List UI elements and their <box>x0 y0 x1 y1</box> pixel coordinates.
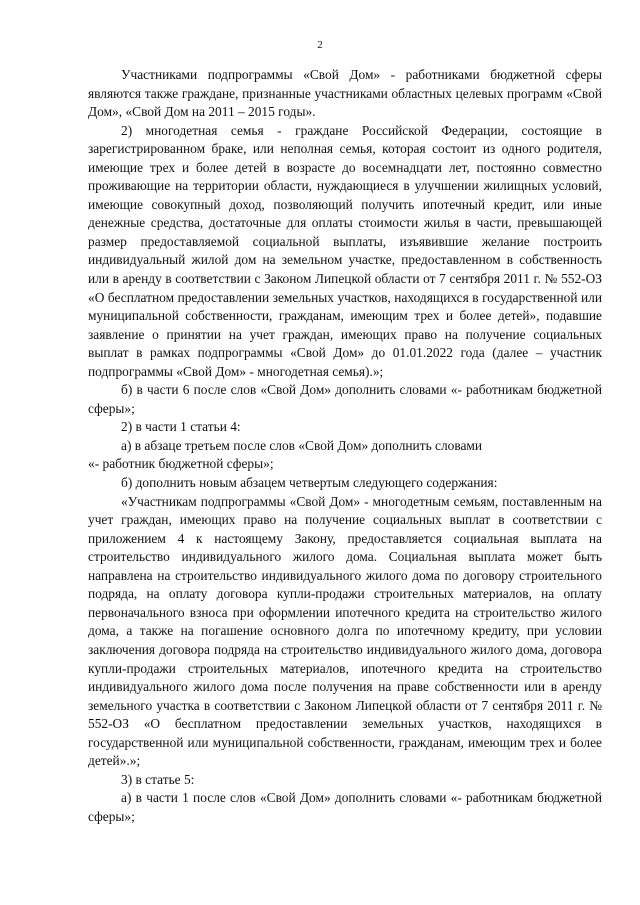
paragraph-article-4-item-b: б) дополнить новым абзацем четвертым следующего содержания: <box>121 475 498 491</box>
paragraph-article-4-item-a-continued: «- работник бюджетной сферы»; <box>88 456 274 472</box>
paragraph-part-6-amendment: б) в части 6 после слов «Свой Дом» дополнить словами «- работникам бюджетной сферы»; <box>88 382 602 416</box>
paragraph-new-fourth-subparagraph: «Участникам подпрограммы «Свой Дом» - многодетным семьям, поставленным на учет граждан, имеющих право на получение социальных выплат в соответствии с приложением 4 к настоящему Закону, предоставляется социальная выплата на строительство индивидуального жилого дома. Социальная выплата может быть направлена на строительство индивидуального жилого дома по договору строительного подряда, на оплату договора купли-продажи строительных материалов, на оплату первоначального взноса при оформлении ипотечного кредита на строительство жилого дома, а также на погашение основного долга по ипотечному кредиту, при условии заключения договора подряда на строительство индивидуального жилого дома, договора купли-продажи строительных материалов, ипотечного кредита на строительство индивидуального жилого дома после получения на праве собственности или в аренду земельного участка в соответствии с Законом Липецкой области от 7 сентября 2011 г. № 552-ОЗ «О бесплатном предоставлении земельных участков, находящихся в государственной или муниципальной собственности, гражданам, имеющим трех и более детей».»; <box>88 493 602 769</box>
paragraph-article-4-heading: 2) в части 1 статьи 4: <box>121 419 241 435</box>
page-number: 2 <box>317 39 323 51</box>
paragraph-large-family-definition: 2) многодетная семья - граждане Российской Федерации, состоящие в зарегистрированном браке, или неполная семья, которая состоит из одного родителя, имеющие трех и более детей в возрасте до восемнадцати лет, постоянно совместно проживающие на территории области, нуждающиеся в улучшении жилищных условий, имеющие совокупный доход, позволяющий получить ипотечный кредит, или иные денежные средства, достаточные для оплаты стоимости жилья в части, превышающей размер предоставляемой социальной выплаты, изъявившие желание построить индивидуальный жилой дом на земельном участке, предоставленном в собственность или в аренду в соответствии с Законом Липецкой области от 7 сентября 2011 г. № 552-ОЗ «О бесплатном предоставлении земельных участков, находящихся в государственной или муниципальной собственности, гражданам, имеющим трех и более детей», подавшие заявление о принятии на учет граждан, имеющих право на получение социальных выплат в рамках подпрограммы «Свой Дом» до 01.01.2022 года (далее – участник подпрограммы «Свой Дом» - многодетная семья).»; <box>88 122 602 379</box>
document-body <box>88 66 602 826</box>
paragraph-article-4-item-a: а) в абзаце третьем после слов «Свой Дом» дополнить словами <box>121 437 483 453</box>
paragraph-article-5-item-a: а) в части 1 после слов «Свой Дом» дополнить словами «- работникам бюджетной сферы»; <box>88 790 602 824</box>
paragraph-participants-also: Участниками подпрограммы «Свой Дом» - работниками бюджетной сферы являются также граждане, признанные участниками областных целевых программ «Свой Дом», «Свой Дом на 2011 – 2015 годы». <box>88 67 602 120</box>
paragraph-article-5-heading: 3) в статье 5: <box>121 771 195 787</box>
